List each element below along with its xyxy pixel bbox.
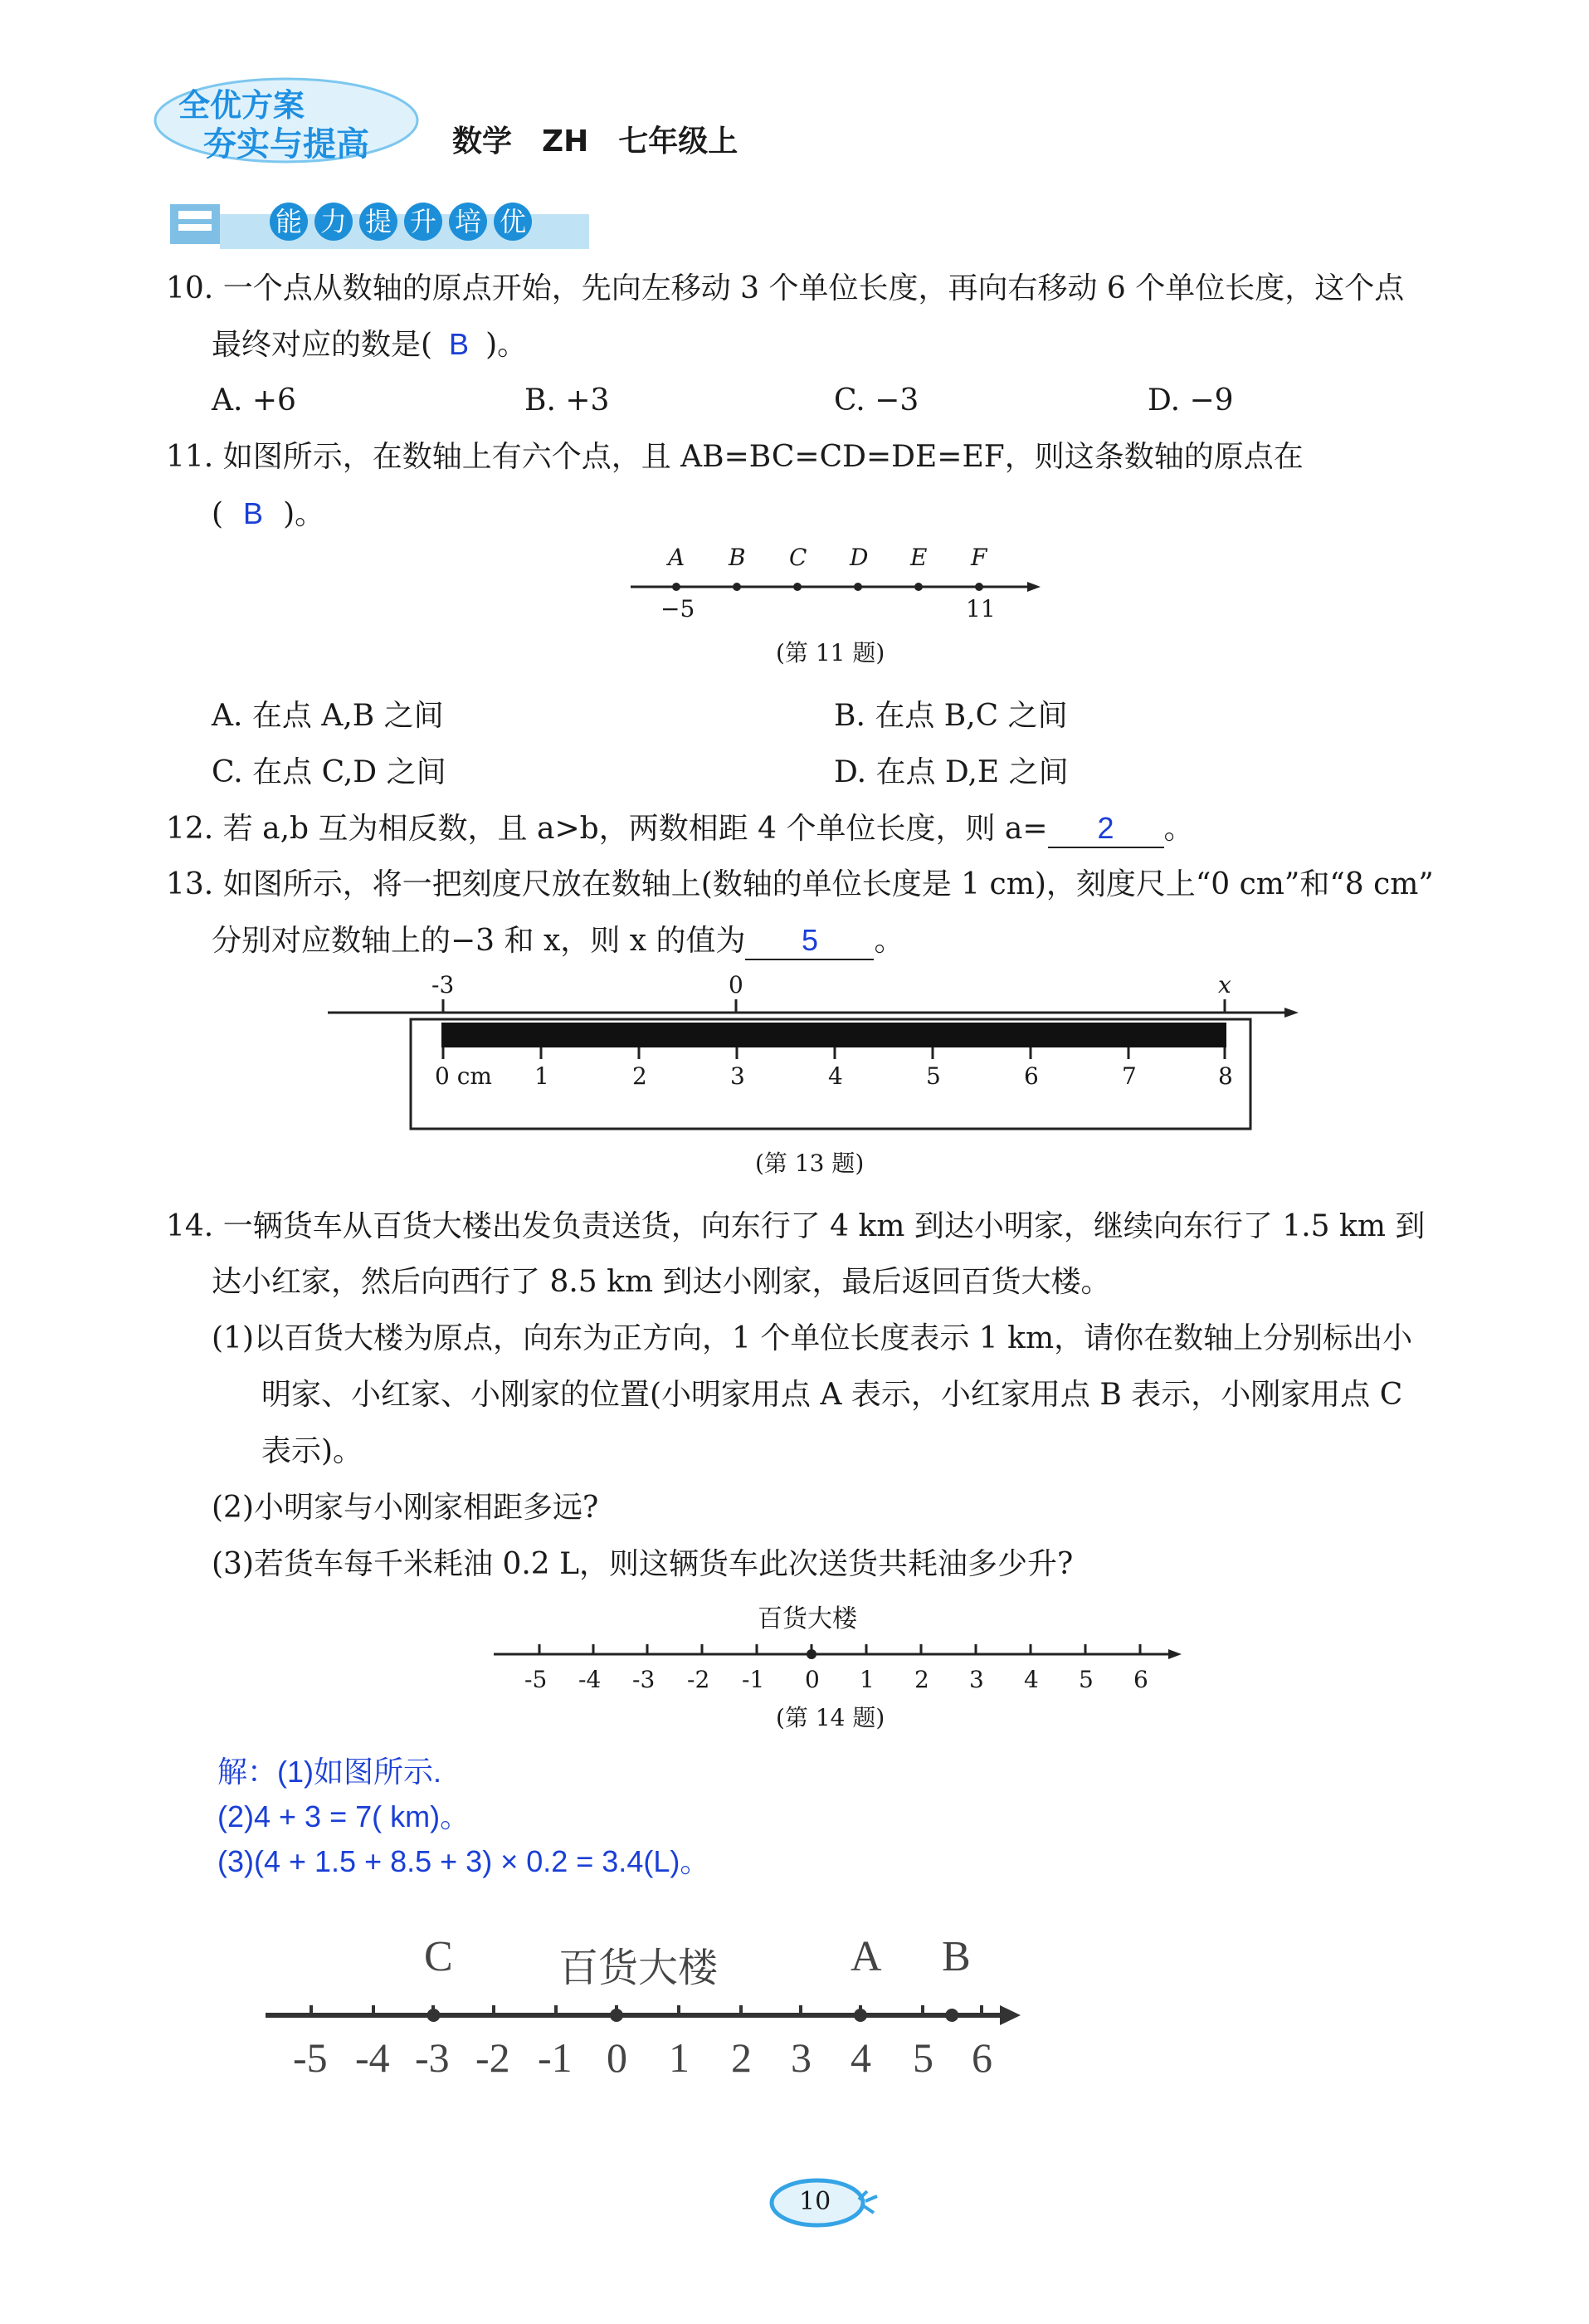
q13-caption: (第 13 题): [755, 1150, 865, 1177]
q11-point: [793, 583, 802, 591]
q10-option-d: D. −9: [1148, 383, 1234, 417]
q11-label: D: [850, 544, 869, 571]
banner-char: 培: [449, 203, 487, 241]
answer-point-B: [945, 2009, 958, 2022]
q13-ruler-label: 6: [1024, 1062, 1039, 1090]
q12-line: 12. 若 a,b 互为相反数，且 a>b，两数相距 4 个单位长度，则 a= 2 。: [166, 809, 1194, 848]
q11-point: [733, 583, 741, 591]
answer-tick: 4: [851, 2034, 871, 2081]
answer-tick: 0: [607, 2034, 627, 2081]
solution-l3: (3)(4 + 1.5 + 8.5 + 3) × 0.2 = 3.4(L)。: [217, 1844, 710, 1878]
banner-char: 提: [359, 203, 397, 241]
brand-logo: [154, 75, 419, 166]
q13-figure: [324, 971, 1303, 1133]
answer-origin-label: 百货大楼: [558, 1945, 719, 1991]
q13-ruler-label: 5: [926, 1062, 941, 1090]
answer-tick: 5: [913, 2034, 933, 2081]
q14-sub1-l3: 表示)。: [261, 1434, 363, 1468]
answer-tick: 1: [669, 2034, 690, 2081]
q12-answer: 2: [1048, 809, 1164, 848]
banner-char: 优: [494, 203, 532, 241]
q11-point: [914, 583, 923, 591]
q11-right-value: 11: [966, 595, 996, 622]
q10-option-b: B. +3: [524, 383, 610, 417]
q14-sub1-l1: (1)以百货大楼为原点，向东为正方向，1 个单位长度表示 1 km，请你在数轴上分别标出小: [212, 1321, 1413, 1355]
q11-caption: (第 11 题): [776, 639, 885, 666]
q14-tick: -5: [524, 1666, 548, 1693]
page-number-badge: [768, 2176, 892, 2234]
q11-label: E: [910, 544, 928, 571]
answer-tick: -5: [293, 2034, 328, 2081]
q14-tick: 5: [1079, 1666, 1094, 1693]
q11-point: [975, 583, 983, 591]
q10-answer: B: [449, 327, 470, 361]
q11-option-a: A. 在点 A,B 之间: [212, 699, 444, 733]
answer-point-A: [854, 2009, 867, 2022]
q14-origin-label: 百货大楼: [758, 1604, 857, 1633]
answer-figure: [261, 1917, 1025, 2100]
header-title: 数学 ZH 七年级上: [452, 124, 738, 159]
q10-option-a: A. +6: [212, 383, 296, 417]
section-banner: [170, 199, 589, 249]
q14-sub3: (3)若货车每千米耗油 0.2 L，则这辆货车此次送货共耗油多少升?: [212, 1547, 1074, 1581]
answer-tick: -3: [415, 2034, 450, 2081]
q14-tick: 4: [1024, 1666, 1039, 1693]
solution-l1: 解：(1)如图所示.: [217, 1755, 442, 1789]
q14-line2: 达小红家，然后向西行了 8.5 km 到达小刚家，最后返回百货大楼。: [212, 1265, 1111, 1299]
q13-axis-label: x: [1218, 971, 1231, 998]
q14-tick: 1: [860, 1666, 875, 1693]
q14-tick: -3: [632, 1666, 656, 1693]
q14-line1: 14. 一辆货车从百货大楼出发负责送货，向东行了 4 km 到达小明家，继续向东行了 1.5 km 到: [166, 1209, 1426, 1243]
answer-point-C: [427, 2009, 441, 2022]
q11-label: A: [668, 544, 685, 571]
q14-caption: (第 14 题): [776, 1704, 885, 1731]
q13-line2: 分别对应数轴上的−3 和 x，则 x 的值为 5 。: [212, 921, 904, 960]
answer-point-label: C: [424, 1933, 453, 1980]
banner-char: 能: [270, 203, 308, 241]
q13-axis-label: 0: [729, 971, 743, 998]
answer-tick: -1: [538, 2034, 573, 2081]
q11-option-c: C. 在点 C,D 之间: [212, 755, 446, 789]
banner-char: 力: [314, 203, 353, 241]
q13-ruler-label: 4: [828, 1062, 843, 1090]
page-number: 10: [799, 2187, 831, 2216]
q11-option-d: D. 在点 D,E 之间: [834, 755, 1069, 789]
q11-label: B: [729, 544, 746, 571]
q13-ruler-label: 0 cm: [435, 1062, 492, 1090]
q11-option-b: B. 在点 B,C 之间: [834, 699, 1068, 733]
q14-sub1-l2: 明家、小红家、小刚家的位置(小明家用点 A 表示，小红家用点 B 表示，小刚家用点 C: [261, 1378, 1403, 1412]
q14-tick: 3: [969, 1666, 984, 1693]
q10-line1: 10. 一个点从数轴的原点开始，先向左移动 3 个单位长度，再向右移动 6 个单位长度，这个点: [166, 271, 1405, 305]
answer-tick: -4: [355, 2034, 390, 2081]
answer-point-label: A: [851, 1933, 882, 1980]
q11-label: C: [789, 544, 807, 571]
q14-tick: -4: [578, 1666, 602, 1693]
q14-tick: -2: [687, 1666, 710, 1693]
q11-label: F: [971, 544, 987, 571]
q14-tick: -1: [742, 1666, 765, 1693]
q13-ruler-label: 8: [1218, 1062, 1233, 1090]
answer-point-label: B: [942, 1933, 971, 1980]
q14-sub2: (2)小明家与小刚家相距多远?: [212, 1491, 599, 1525]
q11-line2: ( B )。: [212, 496, 325, 531]
answer-tick: 3: [791, 2034, 812, 2081]
q13-answer: 5: [745, 921, 874, 960]
q13-ruler-label: 1: [534, 1062, 549, 1090]
q11-left-value: −5: [660, 595, 695, 622]
banner-char: 升: [404, 203, 442, 241]
q14-tick: 0: [805, 1666, 820, 1693]
q13-line1: 13. 如图所示，将一把刻度尺放在数轴上(数轴的单位长度是 1 cm)，刻度尺上“0 cm”和“8 cm”: [166, 867, 1434, 901]
q11-line1: 11. 如图所示，在数轴上有六个点，且 AB=BC=CD=DE=EF，则这条数轴的原点在: [166, 440, 1304, 474]
logo-line2: 夯实与提高: [203, 125, 369, 164]
q13-ruler-label: 2: [632, 1062, 647, 1090]
answer-tick: 6: [972, 2034, 992, 2081]
banner-chars: [270, 203, 532, 241]
q11-point: [854, 583, 862, 591]
q14-tick: 6: [1133, 1666, 1148, 1693]
answer-tick: 2: [731, 2034, 752, 2081]
q10-option-c: C. −3: [834, 383, 919, 417]
q10-line2: 最终对应的数是( B )。: [212, 327, 528, 362]
q14-tick: 2: [914, 1666, 929, 1693]
q13-ruler-label: 3: [730, 1062, 745, 1090]
q13-ruler-label: 7: [1122, 1062, 1137, 1090]
answer-tick: -2: [475, 2034, 510, 2081]
q11-point: [672, 583, 680, 591]
q11-figure: [631, 544, 1046, 635]
logo-line1: 全优方案: [178, 87, 305, 124]
q11-answer: B: [243, 496, 264, 530]
solution-l2: (2)4 + 3 = 7( km)。: [217, 1799, 470, 1833]
q13-axis-label: -3: [431, 971, 455, 998]
